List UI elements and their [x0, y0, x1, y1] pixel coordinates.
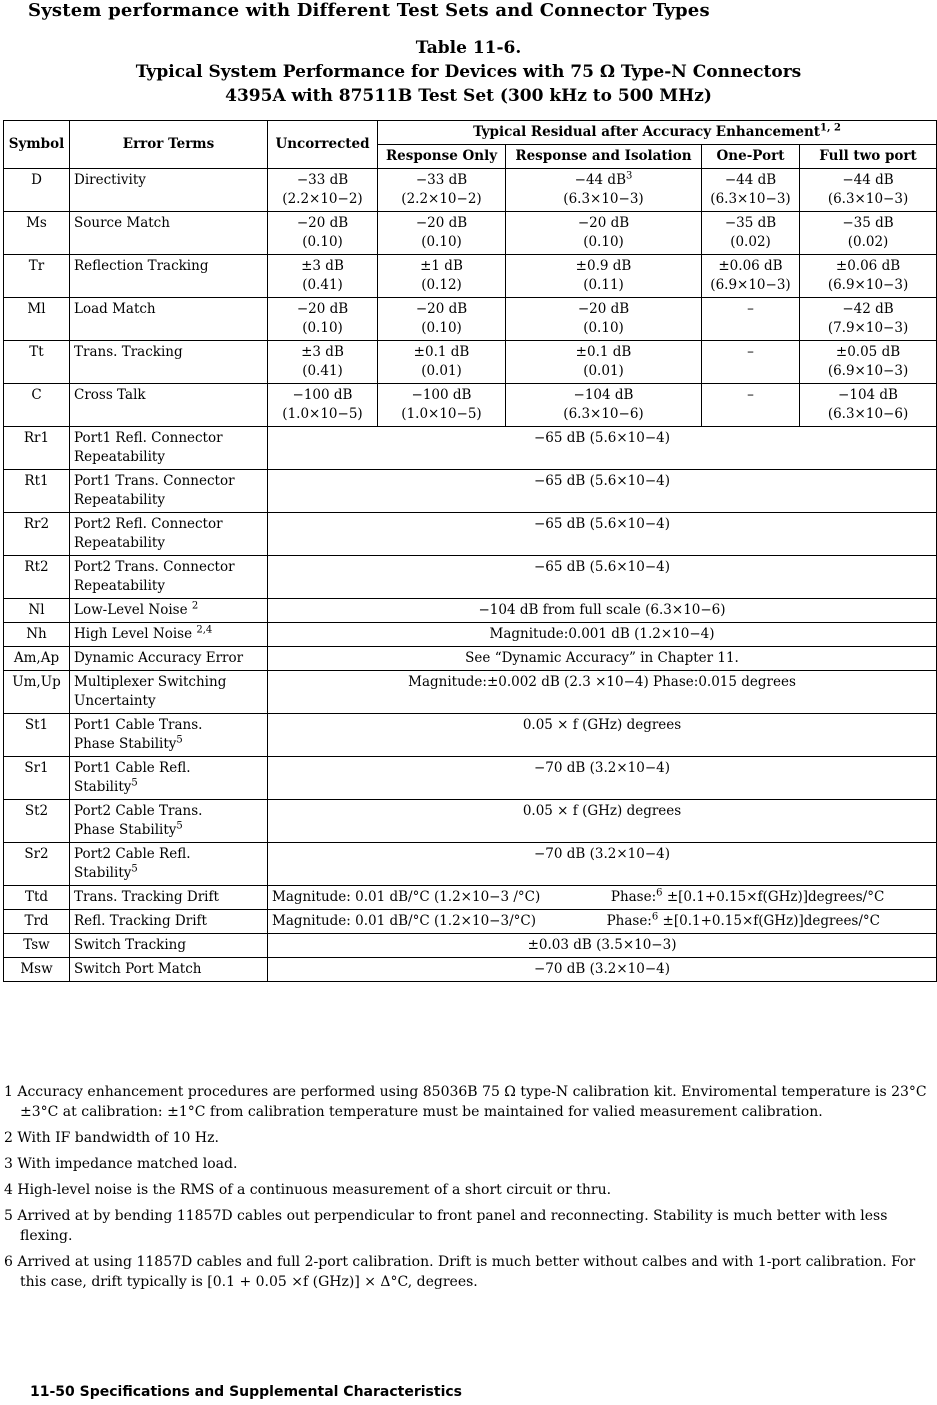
error-term-cell	[70, 843, 268, 886]
footnote-ref: 5	[176, 820, 183, 832]
error-term-cell: Trans. Tracking Drift	[70, 886, 268, 910]
cell-line	[74, 821, 263, 840]
uncorrected-cell	[268, 384, 378, 427]
drift-magnitude: Magnitude: 0.01 dB/°C (1.2×10−3/°C)	[272, 913, 536, 929]
performance-table	[3, 120, 937, 982]
error-term-cell: Cross Talk	[70, 384, 268, 427]
drift-phase: ±[0.1+0.15×f(GHz)]degrees/°C	[662, 913, 880, 929]
footnote-5: 5 Arrived at by bending 11857D cables out perpendicular to front panel and reconnecting. Stability is much better with less flexing.	[4, 1208, 888, 1244]
symbol-cell: C	[4, 384, 70, 427]
cell-line: (7.9×10−3)	[827, 320, 909, 336]
error-term-cell: Trans. Tracking	[70, 341, 268, 384]
footnote-3: 3 With impedance matched load.	[4, 1156, 238, 1172]
table-row	[4, 623, 937, 647]
cell-line: (0.10)	[302, 234, 343, 250]
cell-line: (6.9×10−3)	[710, 277, 791, 293]
response-isolation-cell	[506, 255, 702, 298]
footnote-ref: 5	[131, 777, 138, 789]
footnote-1: 1 Accuracy enhancement procedures are performed using 85036B 75 Ω type-N calibration kit. Enviromental temperature is 23°C ±3°C at calibration: ±1°C from calibration temperature must be maintained for valied measurement calibration.	[4, 1084, 927, 1120]
header-residual-footnote: 1, 2	[820, 122, 841, 134]
cell-line: Multiplexer Switching	[74, 674, 227, 690]
response-only-cell	[378, 341, 506, 384]
response-only-cell	[378, 212, 506, 255]
cell-line: ±3 dB	[301, 258, 344, 274]
cell-line: ±0.1 dB	[575, 344, 632, 360]
table-row	[4, 384, 937, 427]
cell-line: −33 dB	[415, 172, 468, 188]
cell-line: −44 dB	[724, 172, 777, 188]
error-term-cell: Switch Port Match	[70, 958, 268, 982]
error-term-cell	[70, 757, 268, 800]
table-row	[4, 757, 937, 800]
symbol-cell: Ttd	[4, 886, 70, 910]
cell-line: (6.3×10−3)	[827, 191, 909, 207]
cell-line: (6.3×10−3)	[563, 191, 644, 207]
error-term-cell: Source Match	[70, 212, 268, 255]
response-only-cell	[378, 169, 506, 212]
symbol-cell: Am,Ap	[4, 647, 70, 671]
full-two-port-cell	[800, 341, 937, 384]
table-row	[4, 513, 937, 556]
symbol-cell: Rt1	[4, 470, 70, 513]
cell-line: ±0.9 dB	[575, 258, 632, 274]
symbol-cell: Ms	[4, 212, 70, 255]
header-one-port: One-Port	[702, 145, 800, 169]
merged-value-cell: −65 dB (5.6×10−4)	[268, 470, 937, 513]
drift-value-cell	[268, 910, 937, 934]
symbol-cell: Rt2	[4, 556, 70, 599]
error-term-cell: Switch Tracking	[70, 934, 268, 958]
merged-value-cell: −65 dB (5.6×10−4)	[268, 513, 937, 556]
table-row	[4, 470, 937, 513]
table-row	[4, 169, 937, 212]
symbol-cell: Trd	[4, 910, 70, 934]
response-isolation-cell	[506, 169, 702, 212]
cell-line: −20 dB	[415, 215, 468, 231]
symbol-cell: Tt	[4, 341, 70, 384]
symbol-cell: Rr2	[4, 513, 70, 556]
cell-line: Repeatability	[74, 578, 165, 594]
footnote-ref: 5	[131, 863, 138, 875]
term-text: Stability	[74, 779, 132, 795]
merged-value-cell: −65 dB (5.6×10−4)	[268, 427, 937, 470]
footnote-ref: 6	[656, 887, 663, 899]
error-term-cell: Directivity	[70, 169, 268, 212]
term-text: Low-Level Noise	[74, 602, 188, 618]
drift-phase: ±[0.1+0.15×f(GHz)]degrees/°C	[666, 889, 885, 905]
cell-line: −100 dB	[411, 387, 472, 403]
page-footer: 11-50 Specifications and Supplemental Characteristics	[30, 1384, 462, 1400]
error-term-cell	[70, 800, 268, 843]
symbol-cell: Msw	[4, 958, 70, 982]
full-two-port-cell	[800, 298, 937, 341]
term-text: Phase Stability	[74, 736, 177, 752]
term-text: Stability	[74, 865, 132, 881]
cell-line: (1.0×10−5)	[282, 406, 363, 422]
header-error-terms: Error Terms	[70, 121, 268, 169]
symbol-cell: Tr	[4, 255, 70, 298]
symbol-cell: Sr1	[4, 757, 70, 800]
error-term-cell: Load Match	[70, 298, 268, 341]
cell-line: Repeatability	[74, 535, 165, 551]
symbol-cell: Tsw	[4, 934, 70, 958]
table-number: Table 11-6.	[415, 38, 522, 58]
table-row	[4, 556, 937, 599]
header-residual-group	[378, 121, 937, 145]
cell-line: −35 dB	[842, 215, 894, 231]
full-two-port-cell	[800, 212, 937, 255]
cell-line: −20 dB	[577, 301, 630, 317]
response-isolation-cell	[506, 341, 702, 384]
table-row	[4, 599, 937, 623]
cell-line: (6.3×10−6)	[563, 406, 644, 422]
cell-line: Port1 Refl. Connector	[74, 430, 223, 446]
cell-line: −44 dB	[842, 172, 894, 188]
table-row	[4, 800, 937, 843]
cell-line: (2.2×10−2)	[401, 191, 482, 207]
header-residual-label: Typical Residual after Accuracy Enhancement	[473, 124, 821, 140]
error-term-cell	[70, 714, 268, 757]
table-row	[4, 886, 937, 910]
cell-line: (0.01)	[421, 363, 462, 379]
term-text: Phase Stability	[74, 822, 177, 838]
merged-value-cell: Magnitude:±0.002 dB (2.3 ×10−4) Phase:0.015 degrees	[268, 671, 937, 714]
one-port-cell: –	[702, 384, 800, 427]
cell-line: ±0.06 dB	[718, 258, 783, 274]
uncorrected-cell	[268, 212, 378, 255]
cell-line: (0.02)	[847, 234, 889, 250]
one-port-cell: –	[702, 341, 800, 384]
uncorrected-cell	[268, 169, 378, 212]
header-uncorrected: Uncorrected	[268, 121, 378, 169]
header-row	[4, 121, 937, 145]
symbol-cell: Um,Up	[4, 671, 70, 714]
cell-line: −33 dB	[296, 172, 349, 188]
cell-line: Port1 Trans. Connector	[74, 473, 235, 489]
footnote-ref: 5	[176, 734, 183, 746]
cell-line: Port2 Cable Refl.	[74, 846, 191, 862]
cell-line: −20 dB	[296, 215, 349, 231]
one-port-cell	[702, 169, 800, 212]
symbol-cell: Nh	[4, 623, 70, 647]
cell-line: −20 dB	[577, 215, 630, 231]
merged-value-cell: ±0.03 dB (3.5×10−3)	[268, 934, 937, 958]
merged-value-cell: −70 dB (3.2×10−4)	[268, 958, 937, 982]
cell-line: Port2 Trans. Connector	[74, 559, 235, 575]
symbol-cell: St1	[4, 714, 70, 757]
cell-line: −20 dB	[296, 301, 349, 317]
section-title: System performance with Different Test Sets and Connector Types	[28, 0, 710, 21]
header-response-isolation: Response and Isolation	[506, 145, 702, 169]
uncorrected-cell	[268, 341, 378, 384]
cell-line: (0.02)	[730, 234, 771, 250]
cell-line: ±0.06 dB	[835, 258, 901, 274]
cell-line: (0.10)	[583, 234, 624, 250]
symbol-cell: Sr2	[4, 843, 70, 886]
cell-line: (0.12)	[421, 277, 462, 293]
table-row	[4, 298, 937, 341]
footnote-ref: 2,4	[196, 624, 213, 636]
cell-line: Uncertainty	[74, 693, 156, 709]
header-response-only: Response Only	[378, 145, 506, 169]
table-row	[4, 934, 937, 958]
error-term-cell	[70, 427, 268, 470]
one-port-cell	[702, 212, 800, 255]
error-term-cell: Reflection Tracking	[70, 255, 268, 298]
symbol-cell: D	[4, 169, 70, 212]
table-row	[4, 647, 937, 671]
footnote-ref: 3	[625, 170, 633, 182]
response-isolation-cell	[506, 212, 702, 255]
cell-line: Port2 Cable Trans.	[74, 803, 203, 819]
merged-value-cell: Magnitude:0.001 dB (1.2×10−4)	[268, 623, 937, 647]
cell-line	[510, 171, 697, 190]
cell-line: (6.3×10−6)	[827, 406, 909, 422]
cell-line: Repeatability	[74, 449, 165, 465]
cell-line: (0.10)	[302, 320, 343, 336]
table-row	[4, 427, 937, 470]
response-only-cell	[378, 384, 506, 427]
cell-line: Repeatability	[74, 492, 165, 508]
cell-line	[74, 864, 263, 883]
error-term-cell: Dynamic Accuracy Error	[70, 647, 268, 671]
cell-line: (0.41)	[302, 277, 343, 293]
full-two-port-cell	[800, 384, 937, 427]
one-port-cell	[702, 255, 800, 298]
cell-line: ±1 dB	[420, 258, 463, 274]
footnote-ref: 2	[191, 600, 199, 612]
error-term-cell	[70, 556, 268, 599]
table-row	[4, 341, 937, 384]
response-only-cell	[378, 298, 506, 341]
cell-line: −42 dB	[842, 301, 894, 317]
table-row	[4, 958, 937, 982]
cell-line: ±0.1 dB	[413, 344, 470, 360]
cell-line: (0.10)	[421, 234, 462, 250]
cell-value: −44 dB	[574, 172, 626, 188]
footnotes	[4, 1082, 934, 1298]
symbol-cell: Ml	[4, 298, 70, 341]
one-port-cell: –	[702, 298, 800, 341]
symbol-cell: Rr1	[4, 427, 70, 470]
cell-line: Port1 Cable Trans.	[74, 717, 203, 733]
table-row	[4, 671, 937, 714]
drift-value-cell	[268, 886, 937, 910]
cell-line: −104 dB	[573, 387, 634, 403]
cell-line: −20 dB	[415, 301, 468, 317]
cell-line: (0.41)	[302, 363, 343, 379]
cell-line: −100 dB	[292, 387, 353, 403]
drift-phase-label: Phase:	[606, 913, 652, 929]
footnote-2: 2 With IF bandwidth of 10 Hz.	[4, 1130, 219, 1146]
merged-value-cell: −70 dB (3.2×10−4)	[268, 843, 937, 886]
error-term-cell	[70, 599, 268, 623]
merged-value-cell: 0.05 × f (GHz) degrees	[268, 800, 937, 843]
full-two-port-cell	[800, 255, 937, 298]
merged-value-cell: 0.05 × f (GHz) degrees	[268, 714, 937, 757]
response-isolation-cell	[506, 298, 702, 341]
error-term-cell	[70, 513, 268, 556]
table-row	[4, 910, 937, 934]
cell-line: (0.11)	[583, 277, 624, 293]
merged-value-cell: −70 dB (3.2×10−4)	[268, 757, 937, 800]
table-row	[4, 714, 937, 757]
cell-line: (0.01)	[583, 363, 624, 379]
cell-line: −104 dB	[838, 387, 898, 403]
merged-value-cell: −104 dB from full scale (6.3×10−6)	[268, 599, 937, 623]
symbol-cell: Nl	[4, 599, 70, 623]
term-text: High Level Noise	[74, 626, 193, 642]
cell-line: (6.9×10−3)	[827, 363, 909, 379]
footnote-4: 4 High-level noise is the RMS of a continuous measurement of a short circuit or thru.	[4, 1182, 612, 1198]
cell-line: −35 dB	[724, 215, 777, 231]
footnote-6: 6 Arrived at using 11857D cables and full 2-port calibration. Drift is much better without calbes and with 1-port calibration. For this case, drift typically is [0.1 + 0.05 ×f (GHz)] × Δ°C, degrees.	[4, 1254, 916, 1290]
drift-phase-label: Phase:	[610, 889, 657, 905]
cell-line: Port2 Refl. Connector	[74, 516, 223, 532]
cell-line: ±0.05 dB	[835, 344, 901, 360]
symbol-cell: St2	[4, 800, 70, 843]
table-row	[4, 255, 937, 298]
cell-line: (1.0×10−5)	[401, 406, 482, 422]
table-title: Typical System Performance for Devices with 75 Ω Type-N Connectors	[135, 62, 802, 82]
header-full-two-port: Full two port	[800, 145, 937, 169]
uncorrected-cell	[268, 255, 378, 298]
response-only-cell	[378, 255, 506, 298]
table-row	[4, 212, 937, 255]
error-term-cell	[70, 623, 268, 647]
cell-line: (0.10)	[583, 320, 624, 336]
uncorrected-cell	[268, 298, 378, 341]
cell-line: (0.10)	[421, 320, 462, 336]
cell-line: (6.3×10−3)	[710, 191, 791, 207]
cell-line: ±3 dB	[301, 344, 344, 360]
error-term-cell	[70, 470, 268, 513]
merged-value-cell: See “Dynamic Accuracy” in Chapter 11.	[268, 647, 937, 671]
error-term-cell	[70, 671, 268, 714]
cell-line	[74, 735, 263, 754]
cell-line	[74, 778, 263, 797]
cell-line: (6.9×10−3)	[827, 277, 909, 293]
cell-line: Port1 Cable Refl.	[74, 760, 191, 776]
cell-line: (2.2×10−2)	[282, 191, 363, 207]
table-subtitle: 4395A with 87511B Test Set (300 kHz to 500 MHz)	[225, 86, 712, 106]
error-term-cell: Refl. Tracking Drift	[70, 910, 268, 934]
footnote-ref: 6	[651, 911, 659, 923]
header-symbol: Symbol	[4, 121, 70, 169]
response-isolation-cell	[506, 384, 702, 427]
drift-magnitude: Magnitude: 0.01 dB/°C (1.2×10−3 /°C)	[272, 889, 541, 905]
full-two-port-cell	[800, 169, 937, 212]
merged-value-cell: −65 dB (5.6×10−4)	[268, 556, 937, 599]
table-row	[4, 843, 937, 886]
